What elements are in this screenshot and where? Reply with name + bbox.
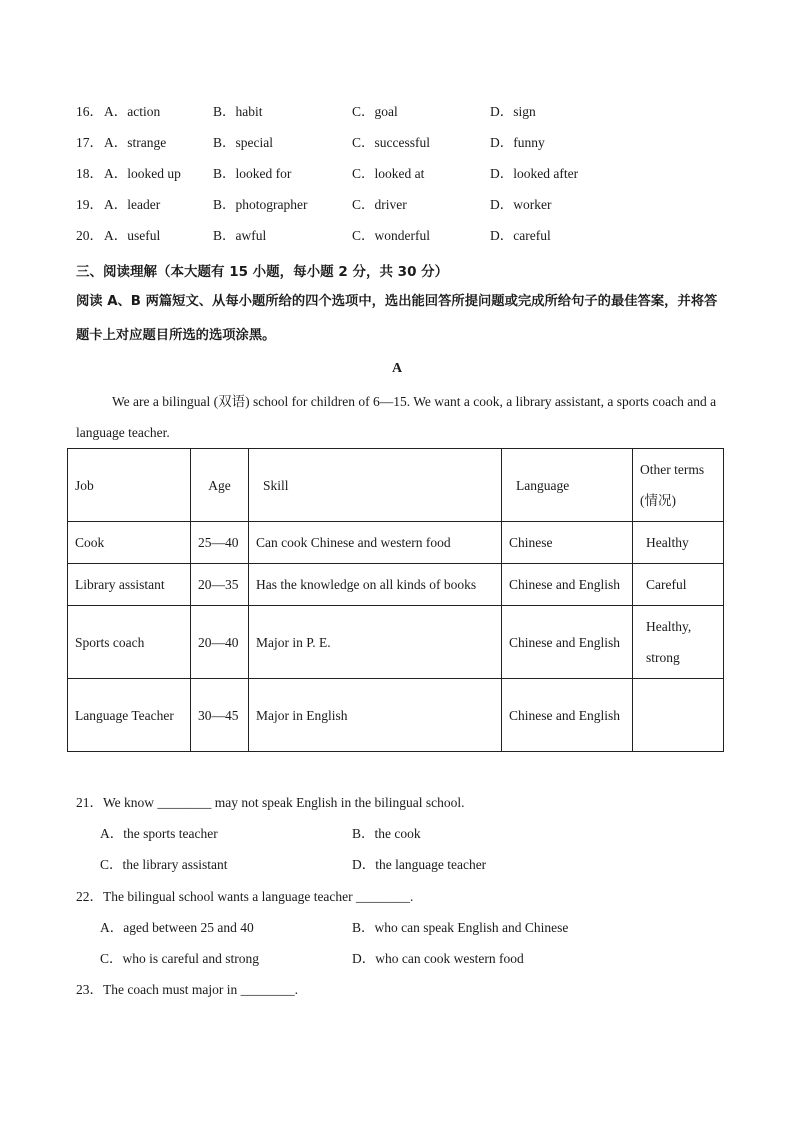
header-cell: Age: [191, 449, 249, 522]
option-c: C．driver: [352, 197, 407, 212]
table-cell: Library assistant: [68, 564, 191, 606]
option-a: A．looked up: [104, 166, 181, 181]
table-cell: Cook: [68, 522, 191, 564]
option-b: B．photographer: [213, 197, 308, 212]
question-number: 20．: [76, 228, 103, 243]
passage-paragraph: [76, 386, 721, 448]
table-cell: Has the knowledge on all kinds of books: [249, 564, 502, 606]
option-c: C．wonderful: [352, 228, 430, 243]
header-cell: Skill: [249, 449, 502, 522]
answer-option-b: B．the cook: [352, 826, 421, 841]
table-cell: Chinese and English: [502, 606, 633, 679]
table-header-row: [68, 449, 724, 522]
table-cell: Can cook Chinese and western food: [249, 522, 502, 564]
answer-option-b: B．who can speak English and Chinese: [352, 920, 569, 935]
table-cell: Major in P. E.: [249, 606, 502, 679]
option-c: C．goal: [352, 104, 398, 119]
option-d: D．funny: [490, 135, 545, 150]
table-row: [68, 679, 724, 752]
table-cell: 20—40: [191, 606, 249, 679]
answer-option-d: D．the language teacher: [352, 857, 487, 872]
table-cell: Healthy, strong: [633, 606, 724, 679]
option-a: A．useful: [104, 228, 161, 243]
option-c: C．successful: [352, 135, 430, 150]
question-number: 18．: [76, 166, 103, 181]
question-number: 16．: [76, 104, 103, 119]
section-heading: 三、阅读理解（本大题有 15 小题，每小题 2 分，共 30 分）: [76, 264, 449, 280]
header-cell: Job: [68, 449, 191, 522]
option-a: A．action: [104, 104, 161, 119]
option-b: B．looked for: [213, 166, 292, 181]
header-cell: Language: [502, 449, 633, 522]
table-cell: Major in English: [249, 679, 502, 752]
table-cell: 25—40: [191, 522, 249, 564]
table-row: [68, 564, 724, 606]
table-cell: Sports coach: [68, 606, 191, 679]
passage-title: A: [391, 361, 403, 376]
table-row: [68, 522, 724, 564]
table-cell: Chinese and English: [502, 679, 633, 752]
option-b: B．habit: [213, 104, 263, 119]
question-number: 17．: [76, 135, 103, 150]
passage-text: We are a bilingual (双语) school for children of 6—15. We want a cook, a library assistant, a sports coach and a language teacher.: [76, 394, 717, 440]
table-cell: [633, 679, 724, 752]
table-cell: 30—45: [191, 679, 249, 752]
answer-option-a: A．aged between 25 and 40: [100, 920, 254, 935]
table-cell: Chinese and English: [502, 564, 633, 606]
table-cell: Healthy: [633, 522, 724, 564]
option-d: D．worker: [490, 197, 552, 212]
answer-option-a: A．the sports teacher: [100, 826, 218, 841]
table-cell: Chinese: [502, 522, 633, 564]
option-a: A．strange: [104, 135, 167, 150]
answer-option-c: C．who is careful and strong: [100, 951, 259, 966]
question-stem: 23．The coach must major in ________.: [76, 982, 298, 997]
option-b: B．awful: [213, 228, 267, 243]
option-a: A．leader: [104, 197, 161, 212]
option-b: B．special: [213, 135, 273, 150]
instructions: 阅读 A、B 两篇短文、从每小题所给的四个选项中，选出能回答所提问题或完成所给句子的最佳答案，并将答题卡上对应题目所选的选项涂黑。: [76, 294, 718, 343]
question-stem: 22．The bilingual school wants a language teacher ________.: [76, 889, 414, 904]
option-d: D．sign: [490, 104, 536, 119]
question-number: 19．: [76, 197, 103, 212]
question-stem: 21．We know ________ may not speak English in the bilingual school.: [76, 795, 465, 810]
jobs-table: [67, 448, 724, 752]
option-d: D．careful: [490, 228, 551, 243]
option-c: C．looked at: [352, 166, 425, 181]
answer-option-c: C．the library assistant: [100, 857, 228, 872]
table-cell: Careful: [633, 564, 724, 606]
table-row: [68, 606, 724, 679]
header-cell: Other terms (情况): [633, 449, 724, 522]
table-cell: 20—35: [191, 564, 249, 606]
table-cell: Language Teacher: [68, 679, 191, 752]
answer-option-d: D．who can cook western food: [352, 951, 524, 966]
option-d: D．looked after: [490, 166, 579, 181]
